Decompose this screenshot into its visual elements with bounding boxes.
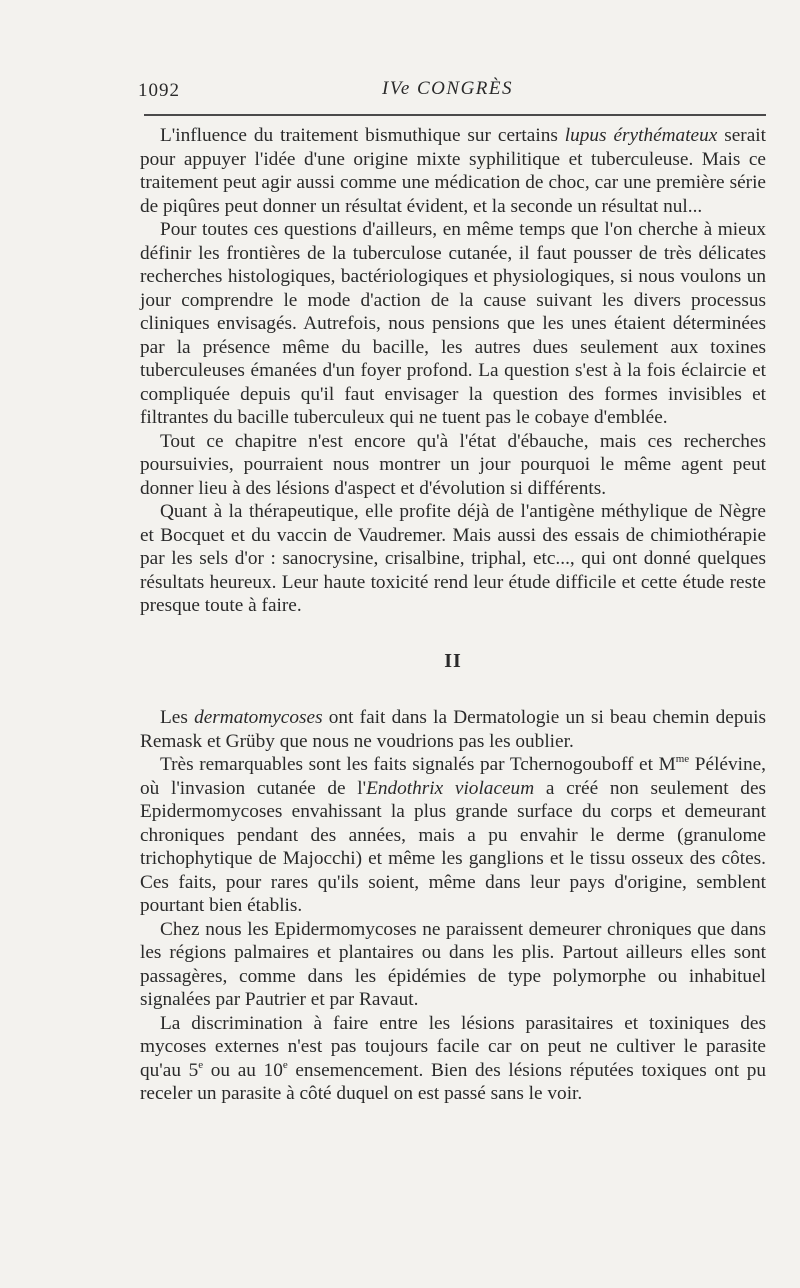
paragraph: Tout ce chapitre n'est encore qu'à l'état d'ébauche, mais ces recherches poursuivies, pourraient nous montrer un jour pourquoi le même agent peut donner lieu à des lésions d'aspect et d'évolution si différents. xyxy=(140,430,766,499)
text-run: L'influence du traitement bismuthique sur certains xyxy=(160,125,565,146)
page-number: 1092 xyxy=(138,80,180,101)
header-rule xyxy=(144,114,766,116)
running-title: IVe CONGRÈS xyxy=(382,78,514,99)
text-run: ont fait dans la Dermatologie un si beau chemin depuis Remask et Grüby que nous ne voudrions pas les oublier. xyxy=(140,707,766,752)
paragraph: Chez nous les Epidermomycoses ne paraissent demeurer chroniques que dans les régions palmaires et plantaires ou dans les plis. Partout ailleurs elles sont passagères, comme dans les épidémies de type polymorphe ou inhabituel signalées par Pautrier et par Ravaut. xyxy=(140,918,766,1010)
superscript: e xyxy=(282,1058,288,1071)
italic-term: dermatomycoses xyxy=(194,707,323,728)
paragraph xyxy=(140,1012,766,1106)
superscript: me xyxy=(675,753,690,765)
text-run: a créé non seulement des Epidermomycoses envahissant la plus grande surface du corps et demeurant chroniques pendant des années, mais a pu envahir le derme (granulome trichophytique de Majocchi) et même les ganglions et le tissu osseux des côtes. Ces faits, pour rares qu'ils soient, même dans leur pays d'origine, semblent pourtant bien établis. xyxy=(140,777,767,916)
paragraph xyxy=(140,706,766,753)
paragraph: Pour toutes ces questions d'ailleurs, en même temps que l'on cherche à mieux définir les frontières de la tuberculose cutanée, il faut pousser de très délicates recherches histologiques, bactériologiques et physiologiques, si nous voulons un jour comprendre le mode d'action de la cause suivant les divers processus cliniques envisagés. Autrefois, nous pensions que les unes étaient déterminées par la présence même du bacille, les autres dues seulement aux toxines tuberculeuses émanées d'un foyer profond. La question s'est à la fois éclaircie et compliquée depuis qu'il faut envisager la question des formes invisibles et filtrantes du bacille tuberculeux qui ne tuent pas le cobaye d'emblée. xyxy=(140,219,766,428)
page-header xyxy=(138,78,766,106)
paragraph xyxy=(140,753,766,918)
italic-term: Endothrix violaceum xyxy=(366,777,535,799)
text-run: La discrimination à faire entre les lésions parasitaires et toxiniques des mycoses externes n'est pas toujours facile car on peut ne cultiver le parasite qu'au 5 xyxy=(140,1012,766,1081)
paragraph: Quant à la thérapeutique, elle profite déjà de l'antigène méthylique de Nègre et Bocquet et du vaccin de Vaudremer. Mais aussi des essais de chimiothérapie par les sels d'or : sanocrysine, crisalbine, triphal, etc..., qui ont donné quelques résultats heureux. Leur haute toxicité rend leur étude difficile et cette étude reste presque toute à faire. xyxy=(140,501,766,616)
italic-term: lupus érythémateux xyxy=(564,125,718,146)
superscript: e xyxy=(198,1058,204,1071)
text-run: ensemencement. Bien des lésions réputées toxiques ont pu receler un parasite à côté duquel on est passé sans le voir. xyxy=(140,1059,766,1104)
section-heading: II xyxy=(444,649,462,672)
text-run: ou au 10 xyxy=(203,1059,283,1081)
text-run: Très remarquables sont les faits signalés par Tchernogouboff et M xyxy=(160,754,676,775)
text-run: Les xyxy=(160,707,195,728)
text-run: serait pour appuyer l'idée d'une origine mixte syphilitique et tuberculeuse. Mais ce traitement peut agir aussi comme une médication de choc, car une première série de piqûres peut donner un résultat évident, et la seconde un résultat nul... xyxy=(140,125,766,217)
text-run: Pélévine, où l'invasion cutanée de l' xyxy=(140,754,766,799)
paragraph xyxy=(140,124,766,218)
body-text xyxy=(140,124,766,1106)
